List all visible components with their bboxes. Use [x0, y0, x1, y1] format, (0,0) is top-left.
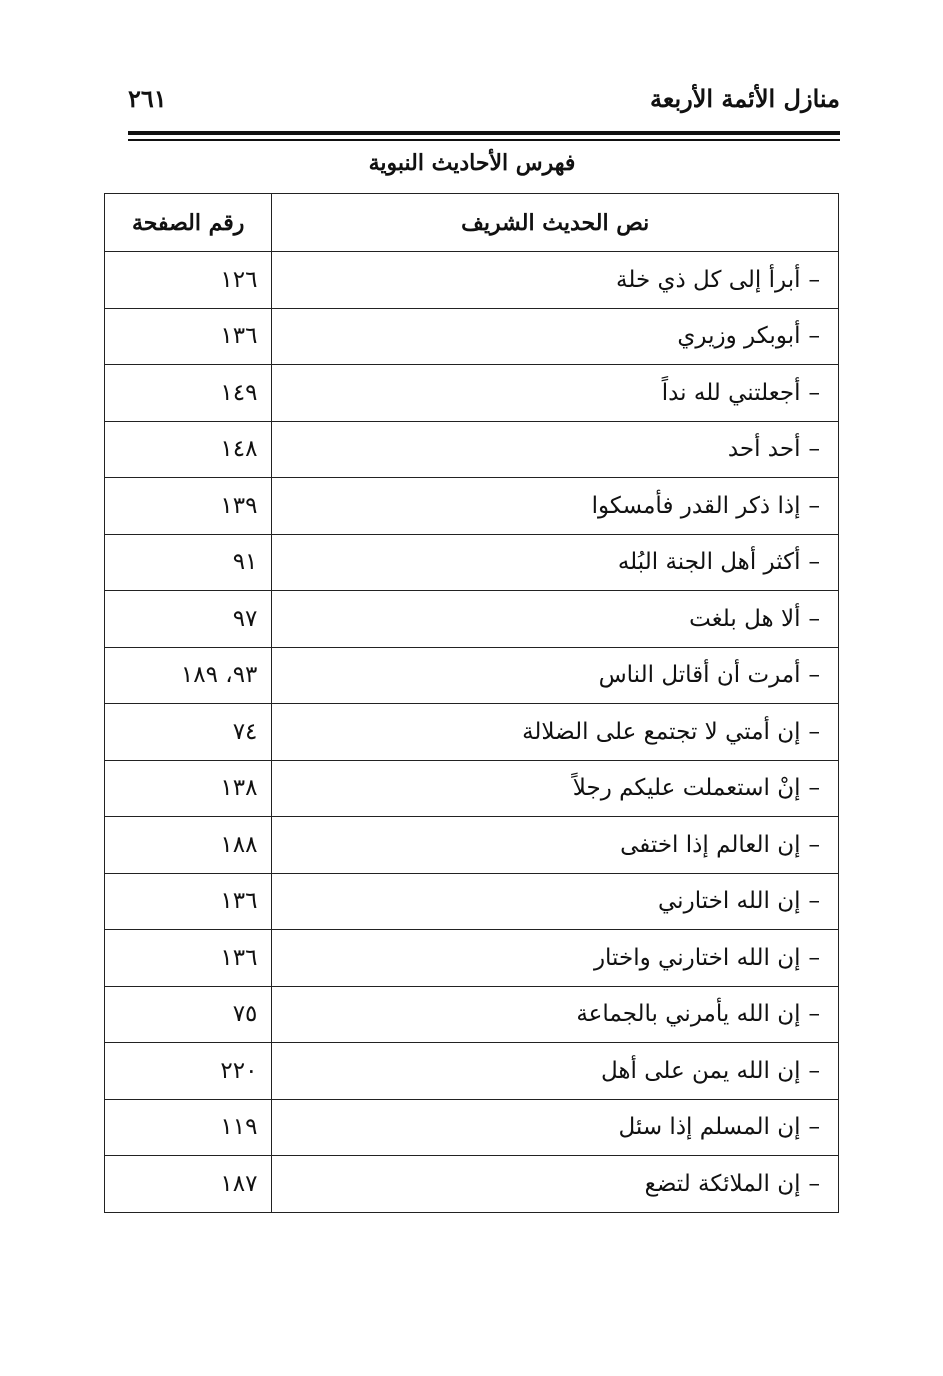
hadith-text: إنْ استعملت عليكم رجلاً — [572, 775, 801, 802]
page-ref-cell: ١٣٩ — [105, 478, 272, 535]
hadith-text: أحد أحد — [727, 436, 801, 463]
list-dash: – — [808, 888, 820, 915]
page-ref-cell: ١٣٦ — [105, 873, 272, 930]
list-dash: – — [808, 1001, 820, 1028]
hadith-text: أبوبكر وزيري — [677, 323, 801, 350]
page-ref-cell: ٩١ — [105, 534, 272, 591]
column-header-page: رقم الصفحة — [105, 194, 272, 252]
hadith-text-cell — [272, 930, 839, 987]
page-ref-cell: ١٤٩ — [105, 365, 272, 422]
page-ref-cell: ١٣٦ — [105, 308, 272, 365]
list-dash: – — [808, 662, 820, 689]
list-dash: – — [808, 436, 820, 463]
hadith-text-cell — [272, 252, 839, 309]
header-rule-thin — [128, 139, 840, 141]
list-dash: – — [808, 718, 820, 745]
list-dash: – — [808, 605, 820, 632]
table-row — [105, 308, 839, 365]
hadith-text: إن الله يمن على أهل — [600, 1057, 801, 1084]
table-row — [105, 1156, 839, 1213]
hadith-text-cell — [272, 647, 839, 704]
hadith-text-cell — [272, 817, 839, 874]
hadith-text: إذا ذكر القدر فأمسكوا — [591, 492, 801, 519]
hadith-text: إن العالم إذا اختفى — [620, 831, 801, 858]
list-dash: – — [808, 1170, 820, 1197]
table-row — [105, 760, 839, 817]
page-number: ٢٦١ — [128, 84, 167, 113]
table-row — [105, 1043, 839, 1100]
page-ref-cell: ١٨٨ — [105, 817, 272, 874]
hadith-text: إن أمتي لا تجتمع على الضلالة — [522, 718, 801, 745]
table-row — [105, 647, 839, 704]
list-dash: – — [808, 944, 820, 971]
table-header-row — [105, 194, 839, 252]
hadith-text: إن الله اختارني واختار — [593, 944, 801, 971]
table-row — [105, 873, 839, 930]
hadith-text-cell — [272, 591, 839, 648]
table-row — [105, 704, 839, 761]
page-ref-cell: ١٣٦ — [105, 930, 272, 987]
hadith-text-cell — [272, 1043, 839, 1100]
hadith-text: أجعلتني لله نداً — [661, 379, 801, 406]
page-ref-cell: ٩٣، ١٨٩ — [105, 647, 272, 704]
list-dash: – — [808, 492, 820, 519]
hadith-text-cell — [272, 986, 839, 1043]
hadith-text-cell — [272, 873, 839, 930]
page-ref-cell: ١١٩ — [105, 1099, 272, 1156]
list-dash: – — [808, 266, 820, 293]
list-dash: – — [808, 549, 820, 576]
hadith-text: أكثر أهل الجنة البُله — [617, 549, 801, 576]
list-dash: – — [808, 1114, 820, 1141]
table-row — [105, 421, 839, 478]
hadith-text: إن الله اختارني — [658, 888, 801, 915]
table-row — [105, 478, 839, 535]
hadith-text-cell — [272, 365, 839, 422]
hadith-text: إن الملائكة لتضع — [644, 1170, 801, 1197]
hadith-text-cell — [272, 1156, 839, 1213]
hadith-text-cell — [272, 760, 839, 817]
hadith-text-cell — [272, 308, 839, 365]
page-ref-cell: ٧٤ — [105, 704, 272, 761]
hadith-text: أمرت أن أقاتل الناس — [598, 662, 801, 689]
hadith-text: إن الله يأمرني بالجماعة — [576, 1001, 801, 1028]
page-ref-cell: ٧٥ — [105, 986, 272, 1043]
list-dash: – — [808, 775, 820, 802]
table-row — [105, 534, 839, 591]
page-ref-cell: ١٢٦ — [105, 252, 272, 309]
list-dash: – — [808, 1057, 820, 1084]
table-row — [105, 365, 839, 422]
table-row — [105, 591, 839, 648]
page-ref-cell: ١٣٨ — [105, 760, 272, 817]
page-ref-cell: ٩٧ — [105, 591, 272, 648]
hadith-text-cell — [272, 1099, 839, 1156]
hadith-index-table — [104, 193, 839, 1213]
hadith-text-cell — [272, 478, 839, 535]
table-body — [105, 252, 839, 1213]
hadith-text-cell — [272, 704, 839, 761]
table-row — [105, 930, 839, 987]
hadith-text-cell — [272, 534, 839, 591]
header-rule-thick — [128, 131, 840, 135]
page-ref-cell: ١٨٧ — [105, 1156, 272, 1213]
list-dash: – — [808, 323, 820, 350]
running-title: منازل الأئمة الأربعة — [650, 84, 840, 113]
page-ref-cell: ٢٢٠ — [105, 1043, 272, 1100]
running-head — [128, 84, 840, 126]
table-row — [105, 817, 839, 874]
hadith-text: إن المسلم إذا سئل — [618, 1114, 801, 1141]
index-title: فهرس الأحاديث النبوية — [368, 150, 576, 176]
table-row — [105, 986, 839, 1043]
column-header-text: نص الحديث الشريف — [272, 194, 839, 252]
page-ref-cell: ١٤٨ — [105, 421, 272, 478]
hadith-text: أبرأ إلى كل ذي خلة — [616, 266, 801, 293]
list-dash: – — [808, 379, 820, 406]
list-dash: – — [808, 831, 820, 858]
table-row — [105, 1099, 839, 1156]
hadith-text-cell — [272, 421, 839, 478]
hadith-text: ألا هل بلغت — [689, 605, 801, 632]
table-row — [105, 252, 839, 309]
